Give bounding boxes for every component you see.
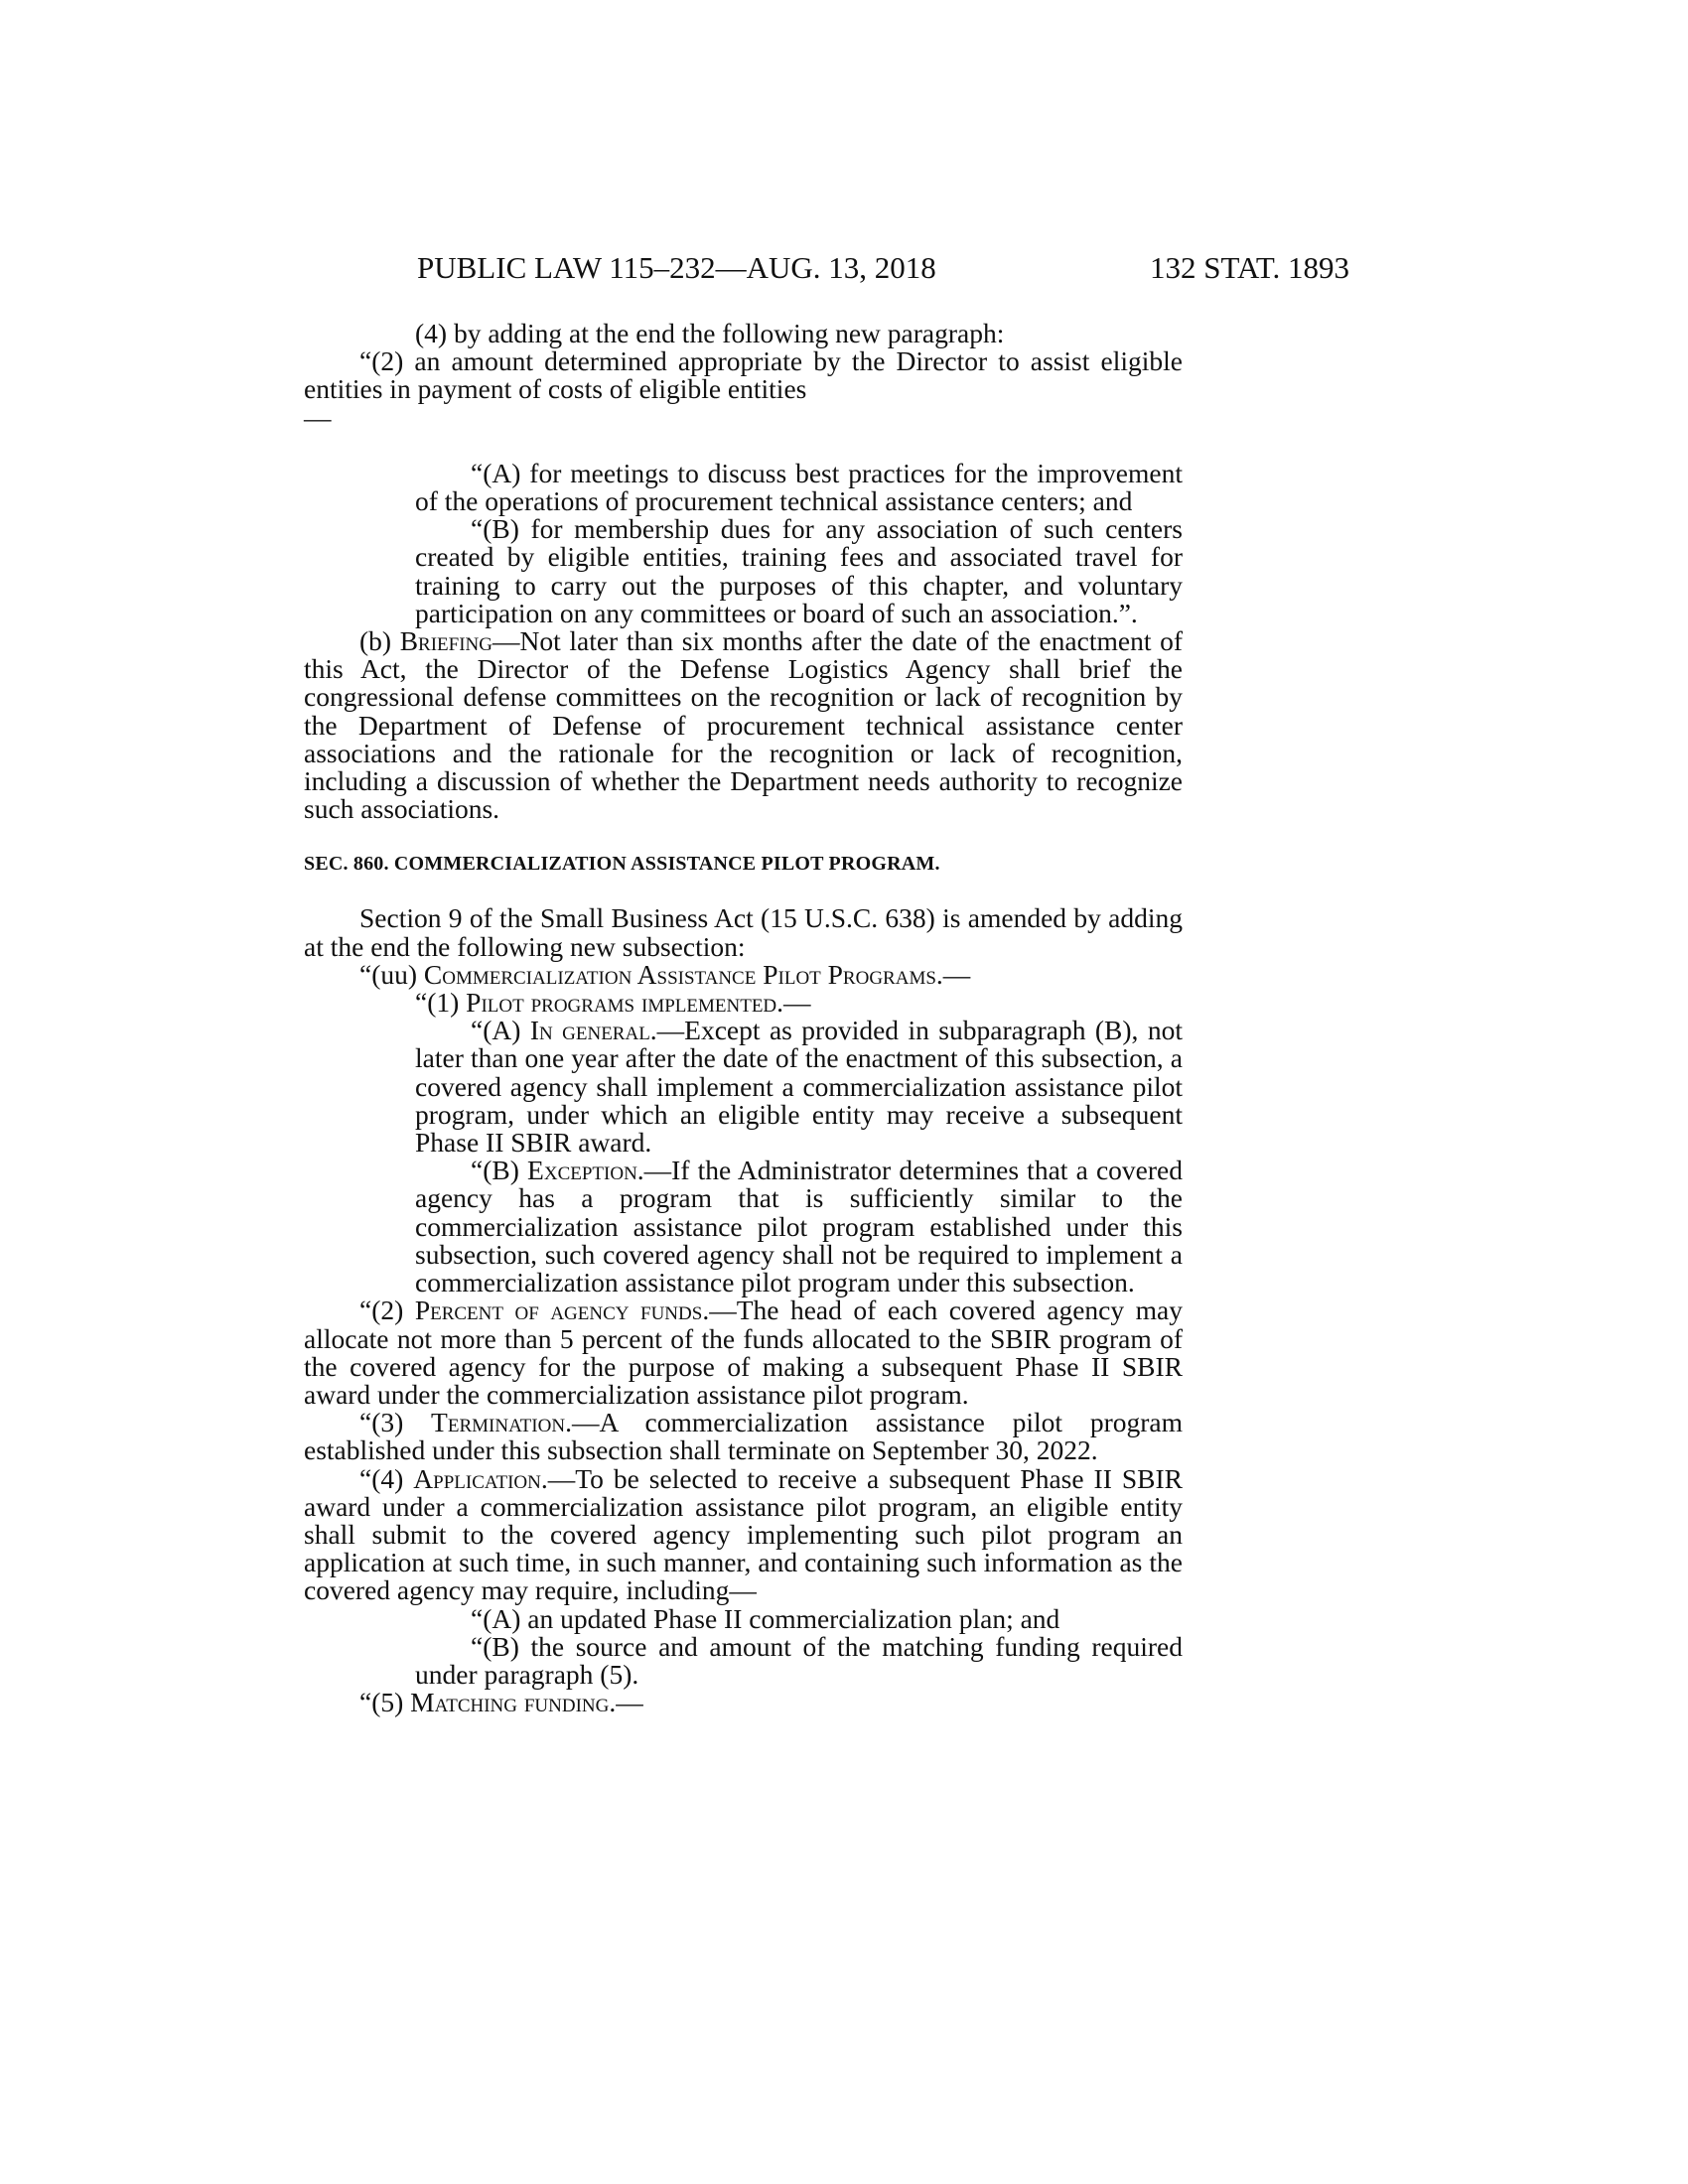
- paragraph-4-text: .—To be selected to receive a subsequent Phase II SBIR award under a commercialization assistance pilot program, an eligible entity shall submit to the covered agency implementing such pilot program an application at such time, in such manner, and containing such information as the covered agency may require, including—: [304, 1462, 1183, 1606]
- subsection-uu: [304, 958, 1183, 990]
- paragraph-1-b-number: “(B): [471, 1155, 519, 1186]
- subparagraph-a-meetings: “(A) for meetings to discuss best practices for the improvement of the operations of procurement technical assistance centers; and: [415, 457, 1183, 517]
- paragraph-1-b-text: .—If the Administrator determines that a covered agency has a program that is sufficiently similar to the commercialization assistance pilot program established under this subsection, such covered agency shall not be required to implement a commercialization assistance pilot program under this subsection.: [415, 1155, 1183, 1298]
- paragraph-4: [304, 1462, 1183, 1606]
- subsection-uu-heading: Commercialization Assistance Pilot Programs: [423, 958, 936, 990]
- paragraph-4-a: “(A) an updated Phase II commercialization plan; and: [471, 1602, 1060, 1634]
- subsection-uu-dash: .—: [935, 958, 971, 990]
- paragraph-1-number: “(1): [415, 987, 460, 1019]
- paragraph-2-heading: Percent of agency funds: [414, 1295, 703, 1326]
- paragraph-1-b: [304, 1157, 1183, 1297]
- paragraph-1-a-heading: In general: [529, 1015, 650, 1046]
- paragraph-2-number: “(2): [359, 1295, 404, 1326]
- page-number: 132 STAT. 1893: [1150, 250, 1350, 285]
- paragraph-5-number: “(5): [359, 1687, 404, 1718]
- subsection-b-text: —Not later than six months after the date of the enactment of this Act, the Director of the Defense Logistics Agency shall brief the congressional defense committees on the recognition or lack of recognition by the Department of Defense of procurement technical assistance center associations and the rationale for the recognition or lack of recognition, including a discussion of whether the Department needs authority to recognize such associations.: [304, 625, 1183, 825]
- paragraph-2: [304, 1297, 1183, 1409]
- paragraph-1: [304, 989, 1183, 1017]
- paragraph-1-a-number: “(A): [471, 1015, 521, 1046]
- section-860-intro: Section 9 of the Small Business Act (15 U.S.C. 638) is amended by adding at the end the following new subsection:: [304, 902, 1183, 962]
- paragraph-4-b: “(B) the source and amount of the matching funding required under paragraph (5).: [415, 1630, 1183, 1690]
- paragraph-4-amendment: (4) by adding at the end the following new paragraph:: [415, 318, 1005, 348]
- paragraph-1-a: [304, 1017, 1183, 1157]
- running-head: PUBLIC LAW 115–232—AUG. 13, 2018: [417, 250, 936, 285]
- paragraph-4-heading: Application: [413, 1462, 541, 1494]
- paragraph-5-dash: .—: [609, 1687, 643, 1718]
- subsection-uu-number: “(uu): [359, 958, 418, 990]
- paragraph-4-number: “(4): [359, 1462, 404, 1494]
- paragraph-2-dash: —: [304, 401, 332, 433]
- paragraph-2-amount: “(2) an amount determined appropriate by the Director to assist eligible entities in payment of costs of eligible entities: [304, 345, 1183, 405]
- paragraph-3: [304, 1409, 1183, 1464]
- paragraph-3-text: .—A commercialization assistance pilot program established under this subsection shall terminate on September 30, 2022.: [304, 1407, 1183, 1466]
- subsection-b-number: (b): [359, 625, 392, 657]
- paragraph-3-number: “(3): [359, 1407, 404, 1438]
- subsection-b-briefing: [304, 627, 1183, 823]
- paragraph-5-heading: Matching funding: [410, 1687, 610, 1718]
- body-text: [304, 320, 1183, 1716]
- subsection-b-heading: Briefing: [399, 625, 492, 657]
- paragraph-5: [304, 1689, 1183, 1716]
- paragraph-1-a-text: .—Except as provided in subparagraph (B), not later than one year after the date of the enactment of this subsection, a covered agency shall implement a commercialization assistance pilot program, under which an eligible entity may receive a subsequent Phase II SBIR award.: [415, 1015, 1183, 1159]
- paragraph-1-b-heading: Exception: [527, 1155, 637, 1186]
- paragraph-1-heading: Pilot programs implemented: [466, 987, 777, 1019]
- section-heading: SEC. 860. COMMERCIALIZATION ASSISTANCE PILOT PROGRAM.: [304, 853, 940, 876]
- paragraph-1-dash: .—: [776, 987, 811, 1019]
- paragraph-3-heading: Termination: [431, 1407, 566, 1438]
- paragraph-2-text: .—The head of each covered agency may allocate not more than 5 percent of the funds allocated to the SBIR program of the covered agency for the purpose of making a subsequent Phase II SBIR award under the commercialization assistance pilot program.: [304, 1295, 1183, 1410]
- subparagraph-b-membership: “(B) for membership dues for any association of such centers created by eligible entities, training fees and associated travel for training to carry out the purposes of this chapter, and voluntary participation on any committees or board of such an association.”.: [415, 513, 1183, 628]
